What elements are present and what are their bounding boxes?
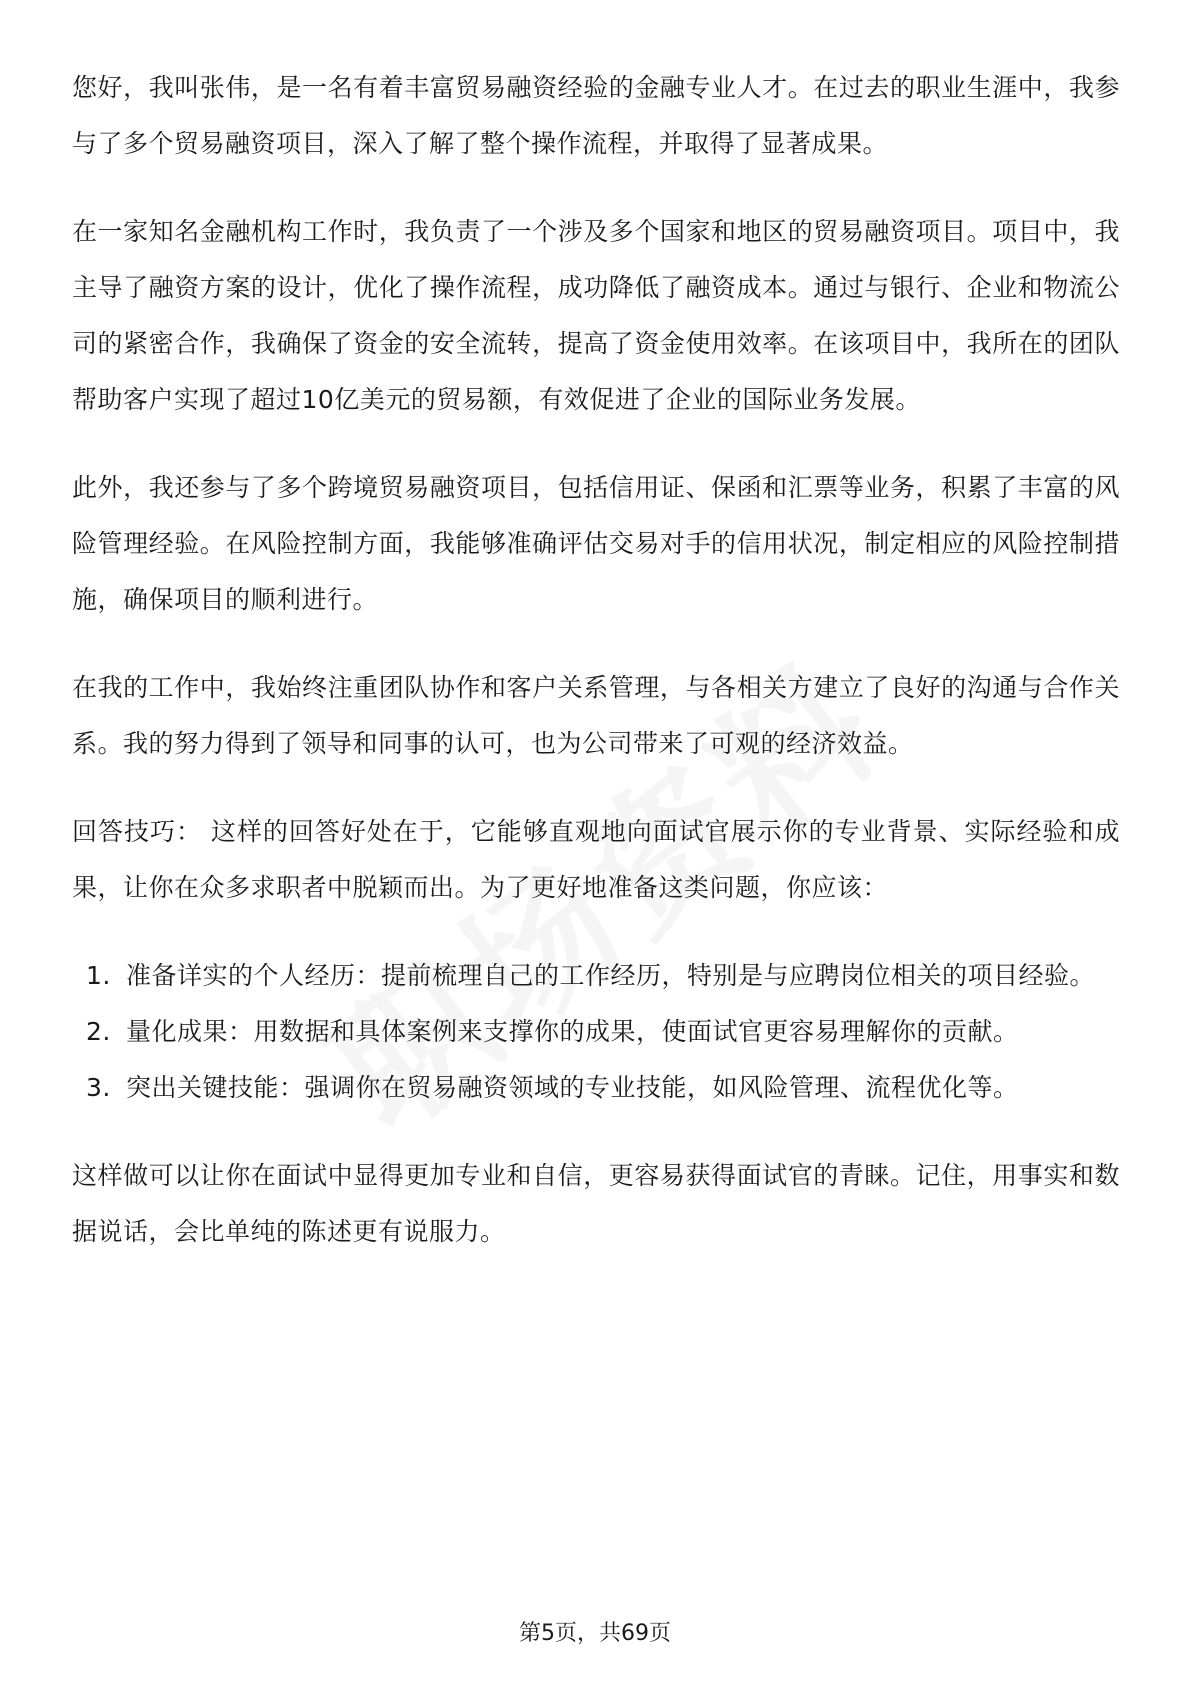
list-item-number: 1. <box>86 961 111 990</box>
list-item <box>72 948 1120 1004</box>
tips-list <box>72 948 1120 1116</box>
document-body <box>72 60 1120 1292</box>
list-item <box>72 1060 1120 1116</box>
list-item-number: 3. <box>86 1073 111 1102</box>
paragraph-project: 在一家知名金融机构工作时，我负责了一个涉及多个国家和地区的贸易融资项目。项目中，我主导了融资方案的设计，优化了操作流程，成功降低了融资成本。通过与银行、企业和物流公司的紧密合作，我确保了资金的安全流转，提高了资金使用效率。在该项目中，我所在的团队帮助客户实现了超过10亿美元的贸易额，有效促进了企业的国际业务发展。 <box>72 217 1120 414</box>
list-item <box>72 1004 1120 1060</box>
paragraph-answer-tips: 回答技巧： 这样的回答好处在于，它能够直观地向面试官展示你的专业背景、实际经验和成果，让你在众多求职者中脱颖而出。为了更好地准备这类问题，你应该： <box>72 817 1120 902</box>
list-item-text: 量化成果：用数据和具体案例来支撑你的成果，使面试官更容易理解你的贡献。 <box>126 1017 1019 1046</box>
paragraph-cross-border: 此外，我还参与了多个跨境贸易融资项目，包括信用证、保函和汇票等业务，积累了丰富的风险管理经验。在风险控制方面，我能够准确评估交易对手的信用状况，制定相应的风险控制措施，确保项目的顺利进行。 <box>72 473 1120 614</box>
paragraph-closing: 这样做可以让你在面试中显得更加专业和自信，更容易获得面试官的青睐。记住，用事实和数据说话，会比单纯的陈述更有说服力。 <box>72 1161 1120 1246</box>
list-item-text: 突出关键技能：强调你在贸易融资领域的专业技能，如风险管理、流程优化等。 <box>126 1073 1019 1102</box>
page-number-footer: 第5页，共69页 <box>519 1621 671 1646</box>
paragraph-intro: 您好，我叫张伟，是一名有着丰富贸易融资经验的金融专业人才。在过去的职业生涯中，我参与了多个贸易融资项目，深入了解了整个操作流程，并取得了显著成果。 <box>72 73 1120 158</box>
list-item-text: 准备详实的个人经历：提前梳理自己的工作经历，特别是与应聘岗位相关的项目经验。 <box>126 961 1096 990</box>
list-item-number: 2. <box>86 1017 111 1046</box>
paragraph-teamwork: 在我的工作中，我始终注重团队协作和客户关系管理，与各相关方建立了良好的沟通与合作关系。我的努力得到了领导和同事的认可，也为公司带来了可观的经济效益。 <box>72 673 1120 758</box>
